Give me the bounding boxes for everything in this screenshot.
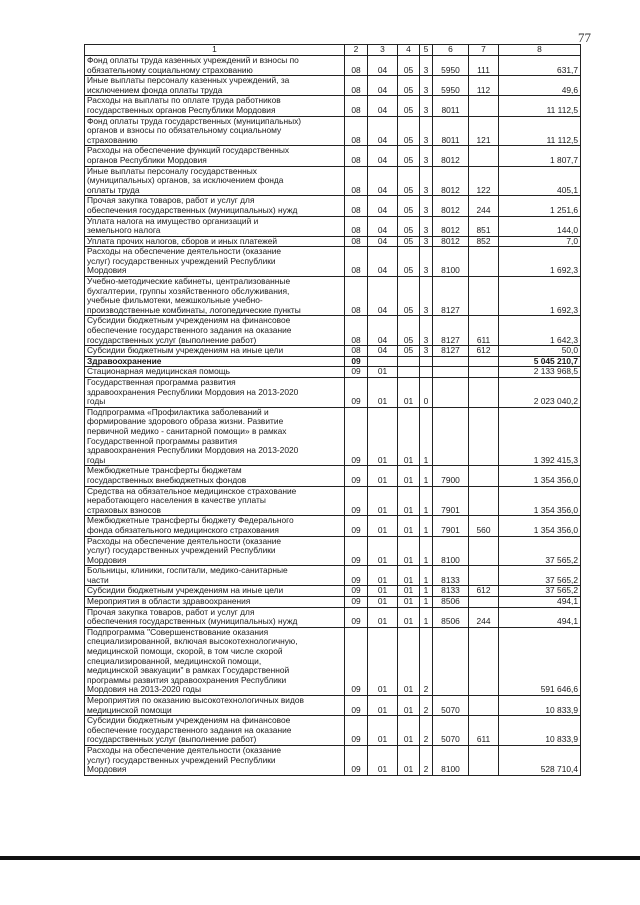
row-code-cell: 122 [469,166,499,196]
row-code-cell: 01 [368,378,398,408]
row-code-cell: 09 [345,378,368,408]
row-code-cell [398,356,420,367]
table-row [85,745,581,775]
row-code-cell: 05 [398,277,420,316]
header-cell: 2 [345,45,368,56]
header-cell: 7 [469,45,499,56]
row-code-cell: 8012 [433,146,469,166]
row-code-cell: 01 [368,586,398,597]
row-name-cell: Уплата прочих налогов, сборов и иных платежей [85,236,345,247]
row-code-cell [398,367,420,378]
row-code-cell: 01 [398,597,420,608]
row-sum-cell: 37 565,2 [499,566,581,586]
row-code-cell: 08 [345,216,368,236]
row-code-cell: 01 [368,367,398,378]
row-code-cell: 852 [469,236,499,247]
row-sum-cell: 405,1 [499,166,581,196]
row-code-cell: 04 [368,166,398,196]
row-code-cell: 8133 [433,566,469,586]
table-row [85,346,581,357]
row-sum-cell: 631,7 [499,56,581,76]
row-code-cell: 1 [420,536,433,566]
row-name-cell: Больницы, клиники, госпитали, медико-санитарные части [85,566,345,586]
row-code-cell: 01 [368,566,398,586]
row-code-cell: 04 [368,116,398,146]
table-header [85,45,581,56]
row-code-cell: 01 [368,745,398,775]
row-code-cell: 7901 [433,486,469,516]
row-code-cell: 8100 [433,247,469,277]
row-code-cell: 8127 [433,346,469,357]
row-code-cell [469,566,499,586]
row-code-cell: 3 [420,236,433,247]
row-code-cell: 3 [420,56,433,76]
row-code-cell [469,96,499,116]
row-name-cell: Расходы на обеспечение деятельности (оказание услуг) государственных учреждений Республики Мордовия [85,745,345,775]
row-code-cell: 04 [368,277,398,316]
row-code-cell: 0 [420,378,433,408]
row-code-cell: 3 [420,216,433,236]
row-code-cell: 2 [420,696,433,716]
row-sum-cell: 1 392 415,3 [499,407,581,466]
row-code-cell: 09 [345,466,368,486]
row-sum-cell: 1 251,6 [499,196,581,216]
row-name-cell: Подпрограмма «Профилактика заболеваний и формирование здорового образа жизни. Развитие первичной медико - санитарной помощи» в рамках Государственной программы развития здравоохранения Республики Мордовия на 2013-2020 годы [85,407,345,466]
row-code-cell [420,367,433,378]
row-code-cell: 05 [398,116,420,146]
row-code-cell [433,627,469,695]
row-code-cell: 244 [469,607,499,627]
row-code-cell: 09 [345,367,368,378]
row-code-cell: 04 [368,96,398,116]
row-code-cell: 04 [368,76,398,96]
row-sum-cell: 10 833,9 [499,716,581,746]
row-name-cell: Субсидии бюджетным учреждениям на иные цели [85,346,345,357]
row-name-cell: Фонд оплаты труда казенных учреждений и взносы по обязательному социальному страхованию [85,56,345,76]
row-code-cell: 3 [420,76,433,96]
table-row [85,316,581,346]
table-row [85,236,581,247]
row-code-cell: 8100 [433,536,469,566]
row-code-cell: 8127 [433,277,469,316]
row-code-cell [469,627,499,695]
row-name-cell: Средства на обязательное медицинское страхование неработающего населения в качестве уплаты страховых взносов [85,486,345,516]
table-row [85,486,581,516]
row-sum-cell: 1 354 356,0 [499,516,581,536]
budget-table [84,44,581,776]
row-sum-cell: 11 112,5 [499,96,581,116]
row-code-cell: 04 [368,346,398,357]
row-code-cell: 09 [345,536,368,566]
row-code-cell: 1 [420,486,433,516]
row-code-cell: 3 [420,96,433,116]
row-code-cell [469,597,499,608]
row-code-cell [420,356,433,367]
row-code-cell: 08 [345,236,368,247]
table-row [85,76,581,96]
row-code-cell: 04 [368,316,398,346]
table-row [85,146,581,166]
row-code-cell: 09 [345,745,368,775]
row-sum-cell: 1 354 356,0 [499,466,581,486]
table-body [85,56,581,776]
table-row [85,516,581,536]
row-code-cell: 09 [345,607,368,627]
row-code-cell: 8506 [433,607,469,627]
row-code-cell: 8012 [433,216,469,236]
row-code-cell: 2 [420,627,433,695]
row-code-cell [469,696,499,716]
table-row [85,597,581,608]
table-row [85,277,581,316]
row-code-cell: 05 [398,316,420,346]
row-code-cell: 112 [469,76,499,96]
row-code-cell: 09 [345,516,368,536]
row-code-cell: 05 [398,146,420,166]
row-name-cell: Здравоохранение [85,356,345,367]
row-code-cell [433,407,469,466]
row-code-cell: 611 [469,316,499,346]
table-row [85,466,581,486]
row-code-cell [469,536,499,566]
row-code-cell: 05 [398,196,420,216]
row-code-cell: 01 [368,466,398,486]
row-code-cell: 04 [368,196,398,216]
table-row [85,247,581,277]
row-code-cell: 01 [398,378,420,408]
row-code-cell: 1 [420,586,433,597]
row-code-cell: 05 [398,56,420,76]
row-code-cell: 8012 [433,196,469,216]
row-name-cell: Иные выплаты персоналу государственных (муниципальных) органов, за исключением фонда оплаты труда [85,166,345,196]
row-sum-cell: 37 565,2 [499,536,581,566]
row-code-cell [469,247,499,277]
row-code-cell: 8012 [433,236,469,247]
row-code-cell: 09 [345,696,368,716]
table-row [85,696,581,716]
row-name-cell: Стационарная медицинская помощь [85,367,345,378]
row-code-cell: 05 [398,76,420,96]
page-number: 77 [578,30,591,45]
row-sum-cell: 591 646,6 [499,627,581,695]
row-code-cell: 04 [368,247,398,277]
header-cell: 8 [499,45,581,56]
row-code-cell: 1 [420,516,433,536]
row-name-cell: Межбюджетные трансферты бюджету Федерального фонда обязательного медицинского страхования [85,516,345,536]
row-sum-cell: 37 565,2 [499,586,581,597]
row-code-cell: 3 [420,346,433,357]
row-name-cell: Мероприятия по оказанию высокотехнологичных видов медицинской помощи [85,696,345,716]
row-code-cell: 09 [345,627,368,695]
row-code-cell: 08 [345,56,368,76]
row-code-cell [469,486,499,516]
row-code-cell: 5950 [433,76,469,96]
row-code-cell: 3 [420,116,433,146]
row-code-cell: 111 [469,56,499,76]
row-code-cell: 3 [420,277,433,316]
row-code-cell: 04 [368,236,398,247]
row-code-cell: 2 [420,745,433,775]
row-name-cell: Расходы на обеспечение деятельности (оказание услуг) государственных учреждений Республики Мордовия [85,247,345,277]
row-code-cell [368,356,398,367]
row-name-cell: Прочая закупка товаров, работ и услуг для обеспечения государственных (муниципальных) нужд [85,607,345,627]
row-code-cell: 01 [398,586,420,597]
row-code-cell: 08 [345,196,368,216]
table-row [85,216,581,236]
row-code-cell: 08 [345,316,368,346]
row-code-cell [469,407,499,466]
row-sum-cell: 1 642,3 [499,316,581,346]
table-row [85,536,581,566]
row-sum-cell: 7,0 [499,236,581,247]
row-sum-cell: 2 023 040,2 [499,378,581,408]
row-code-cell [469,745,499,775]
row-code-cell [469,466,499,486]
row-code-cell: 01 [398,407,420,466]
row-name-cell: Расходы на выплаты по оплате труда работников государственных органов Республики Мордовия [85,96,345,116]
row-code-cell: 3 [420,316,433,346]
row-code-cell: 05 [398,166,420,196]
table-row [85,586,581,597]
table-row [85,356,581,367]
row-code-cell: 01 [398,486,420,516]
row-code-cell [469,146,499,166]
row-code-cell: 1 [420,607,433,627]
table-row [85,166,581,196]
row-sum-cell: 49,6 [499,76,581,96]
row-code-cell: 8127 [433,316,469,346]
row-code-cell: 09 [345,356,368,367]
row-code-cell: 1 [420,597,433,608]
row-name-cell: Расходы на обеспечение деятельности (оказание услуг) государственных учреждений Республики Мордовия [85,536,345,566]
row-code-cell: 01 [368,696,398,716]
row-sum-cell: 528 710,4 [499,745,581,775]
row-code-cell: 04 [368,146,398,166]
header-cell: 6 [433,45,469,56]
header-cell: 5 [420,45,433,56]
row-code-cell [469,367,499,378]
row-code-cell: 09 [345,566,368,586]
row-code-cell: 01 [368,607,398,627]
row-name-cell: Расходы на обеспечение функций государственных органов Республики Мордовия [85,146,345,166]
row-sum-cell: 5 045 210,7 [499,356,581,367]
row-code-cell: 8012 [433,166,469,196]
row-code-cell: 5070 [433,696,469,716]
row-code-cell: 09 [345,586,368,597]
row-code-cell: 08 [345,96,368,116]
row-code-cell: 8100 [433,745,469,775]
row-code-cell [469,378,499,408]
row-code-cell: 09 [345,716,368,746]
row-name-cell: Иные выплаты персоналу казенных учреждений, за исключением фонда оплаты труда [85,76,345,96]
row-code-cell: 08 [345,247,368,277]
row-code-cell: 01 [398,745,420,775]
table-row [85,716,581,746]
header-row [85,45,581,56]
row-code-cell: 05 [398,236,420,247]
row-code-cell: 09 [345,486,368,516]
row-code-cell: 8011 [433,96,469,116]
row-sum-cell: 144,0 [499,216,581,236]
row-code-cell: 1 [420,407,433,466]
row-code-cell: 08 [345,116,368,146]
row-code-cell: 09 [345,407,368,466]
row-code-cell: 851 [469,216,499,236]
row-sum-cell: 494,1 [499,607,581,627]
row-code-cell: 01 [398,696,420,716]
table-row [85,407,581,466]
row-code-cell: 09 [345,597,368,608]
row-sum-cell: 494,1 [499,597,581,608]
row-code-cell: 5070 [433,716,469,746]
row-sum-cell: 50,0 [499,346,581,357]
row-code-cell: 5950 [433,56,469,76]
row-code-cell [469,277,499,316]
table-row [85,566,581,586]
row-code-cell: 08 [345,346,368,357]
row-code-cell: 01 [368,536,398,566]
row-code-cell: 612 [469,586,499,597]
row-sum-cell: 10 833,9 [499,696,581,716]
row-code-cell [433,367,469,378]
row-code-cell: 05 [398,346,420,357]
row-code-cell: 244 [469,196,499,216]
row-code-cell [433,356,469,367]
row-code-cell: 8133 [433,586,469,597]
row-code-cell: 04 [368,56,398,76]
row-name-cell: Фонд оплаты труда государственных (муниципальных) органов и взносы по обязательному социальному страхованию [85,116,345,146]
row-code-cell: 612 [469,346,499,357]
row-code-cell: 3 [420,146,433,166]
row-code-cell: 01 [368,486,398,516]
table-row [85,367,581,378]
row-code-cell: 08 [345,76,368,96]
row-code-cell: 01 [398,516,420,536]
row-code-cell: 01 [398,627,420,695]
row-sum-cell: 1 692,3 [499,277,581,316]
row-sum-cell: 1 692,3 [499,247,581,277]
row-code-cell: 121 [469,116,499,146]
table-row [85,196,581,216]
table-row [85,607,581,627]
row-code-cell: 7901 [433,516,469,536]
row-name-cell: Субсидии бюджетным учреждениям на иные цели [85,586,345,597]
row-name-cell: Подпрограмма "Совершенствование оказания специализированной, включая высокотехнологичную, медицинской помощи, скорой, в том числе скорой специализированной, медицинской помощи, медицинской эвакуации" в рамках Государственной программы развития здравоохранения Республики Мордовия на 2013-2020 годы [85,627,345,695]
row-name-cell: Субсидии бюджетным учреждениям на финансовое обеспечение государственного задания на оказание государственных услуг (выполнение работ) [85,316,345,346]
row-code-cell: 01 [398,466,420,486]
row-sum-cell: 1 807,7 [499,146,581,166]
row-name-cell: Субсидии бюджетным учреждениям на финансовое обеспечение государственного задания на оказание государственных услуг (выполнение работ) [85,716,345,746]
row-code-cell: 2 [420,716,433,746]
row-code-cell: 8506 [433,597,469,608]
table-row [85,627,581,695]
row-code-cell: 01 [398,536,420,566]
row-code-cell: 8011 [433,116,469,146]
row-code-cell: 3 [420,196,433,216]
header-cell: 1 [85,45,345,56]
row-sum-cell: 1 354 356,0 [499,486,581,516]
row-name-cell: Учебно-методические кабинеты, централизованные бухгалтерии, группы хозяйственного обслуживания, учебные фильмотеки, межшкольные учебно- производственные комбинаты, логопедические пункты [85,277,345,316]
row-code-cell: 05 [398,216,420,236]
row-name-cell: Уплата налога на имущество организаций и земельного налога [85,216,345,236]
row-code-cell [433,378,469,408]
row-sum-cell: 11 112,5 [499,116,581,146]
page-bottom-rule [0,856,640,860]
row-name-cell: Межбюджетные трансферты бюджетам государственных внебюджетных фондов [85,466,345,486]
row-code-cell: 01 [368,627,398,695]
row-code-cell: 560 [469,516,499,536]
row-code-cell: 05 [398,96,420,116]
row-code-cell: 7900 [433,466,469,486]
row-code-cell: 01 [398,566,420,586]
row-code-cell: 01 [398,716,420,746]
row-code-cell [469,356,499,367]
row-code-cell: 611 [469,716,499,746]
row-code-cell: 01 [368,716,398,746]
row-code-cell: 01 [368,407,398,466]
header-cell: 3 [368,45,398,56]
table-row [85,116,581,146]
row-code-cell: 04 [368,216,398,236]
row-code-cell: 01 [368,516,398,536]
row-code-cell: 3 [420,247,433,277]
row-code-cell: 3 [420,166,433,196]
table-row [85,56,581,76]
row-code-cell: 08 [345,146,368,166]
row-code-cell: 05 [398,247,420,277]
row-name-cell: Мероприятия в области здравоохранения [85,597,345,608]
table-row [85,96,581,116]
row-code-cell: 1 [420,466,433,486]
row-code-cell: 01 [398,607,420,627]
table-row [85,378,581,408]
row-code-cell: 08 [345,277,368,316]
row-code-cell: 08 [345,166,368,196]
row-code-cell: 1 [420,566,433,586]
row-name-cell: Государственная программа развития здравоохранения Республики Мордовия на 2013-2020 годы [85,378,345,408]
row-name-cell: Прочая закупка товаров, работ и услуг для обеспечения государственных (муниципальных) нужд [85,196,345,216]
header-cell: 4 [398,45,420,56]
row-code-cell: 01 [368,597,398,608]
row-sum-cell: 2 133 968,5 [499,367,581,378]
